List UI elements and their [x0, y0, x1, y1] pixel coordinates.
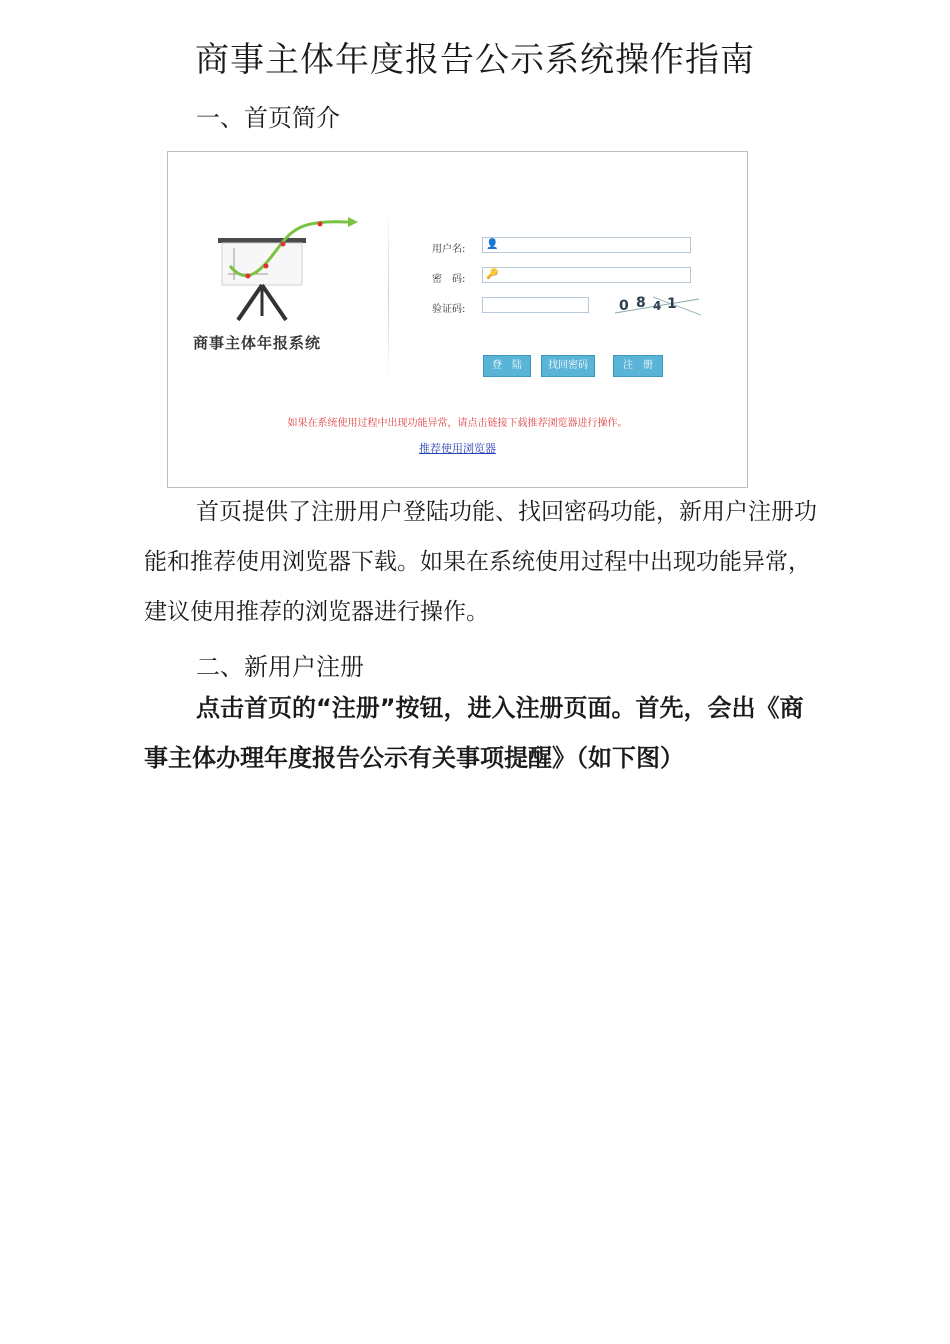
recover-password-button[interactable]: 找回密码 — [541, 355, 595, 377]
section-heading-intro: 一、首页简介 — [196, 104, 340, 132]
captcha-char: 1 — [667, 296, 677, 312]
recommended-browser-link[interactable]: 推荐使用浏览器 — [419, 442, 496, 455]
register-paragraph: 点击首页的“注册”按钮，进入注册页面。首先，会出《商事主体办理年度报告公示有关事项提醒》（如下图） — [144, 694, 804, 772]
login-page-screenshot — [167, 151, 748, 488]
key-icon: 🔑 — [486, 269, 499, 280]
user-icon: 👤 — [486, 239, 499, 250]
password-input[interactable] — [482, 267, 691, 283]
captcha-input[interactable] — [482, 297, 589, 313]
login-button[interactable]: 登 陆 — [483, 355, 531, 377]
password-label: 密 码: — [432, 274, 466, 285]
captcha-char: 0 — [619, 298, 629, 314]
divider — [388, 207, 389, 382]
captcha-label: 验证码: — [432, 304, 466, 315]
logo-text: 商事主体年报系统 — [193, 334, 322, 352]
username-input[interactable] — [482, 237, 691, 253]
intro-paragraph: 首页提供了注册用户登陆功能、找回密码功能，新用户注册功能和推荐使用浏览器下载。如果在系统使用过程中出现功能异常，建议使用推荐的浏览器进行操作。 — [144, 499, 817, 625]
captcha-char: 8 — [636, 295, 646, 311]
section-heading-register: 二、新用户注册 — [196, 653, 364, 681]
register-button[interactable]: 注 册 — [613, 355, 663, 377]
username-label: 用户名: — [432, 244, 466, 255]
presentation-board-icon — [208, 208, 368, 326]
browser-notice: 如果在系统使用过程中出现功能异常，请点击链接下载推荐浏览器进行操作。 — [287, 418, 628, 429]
document-title: 商事主体年度报告公示系统操作指南 — [195, 40, 755, 80]
captcha-char: 4 — [653, 299, 662, 313]
captcha-image[interactable] — [613, 295, 701, 317]
